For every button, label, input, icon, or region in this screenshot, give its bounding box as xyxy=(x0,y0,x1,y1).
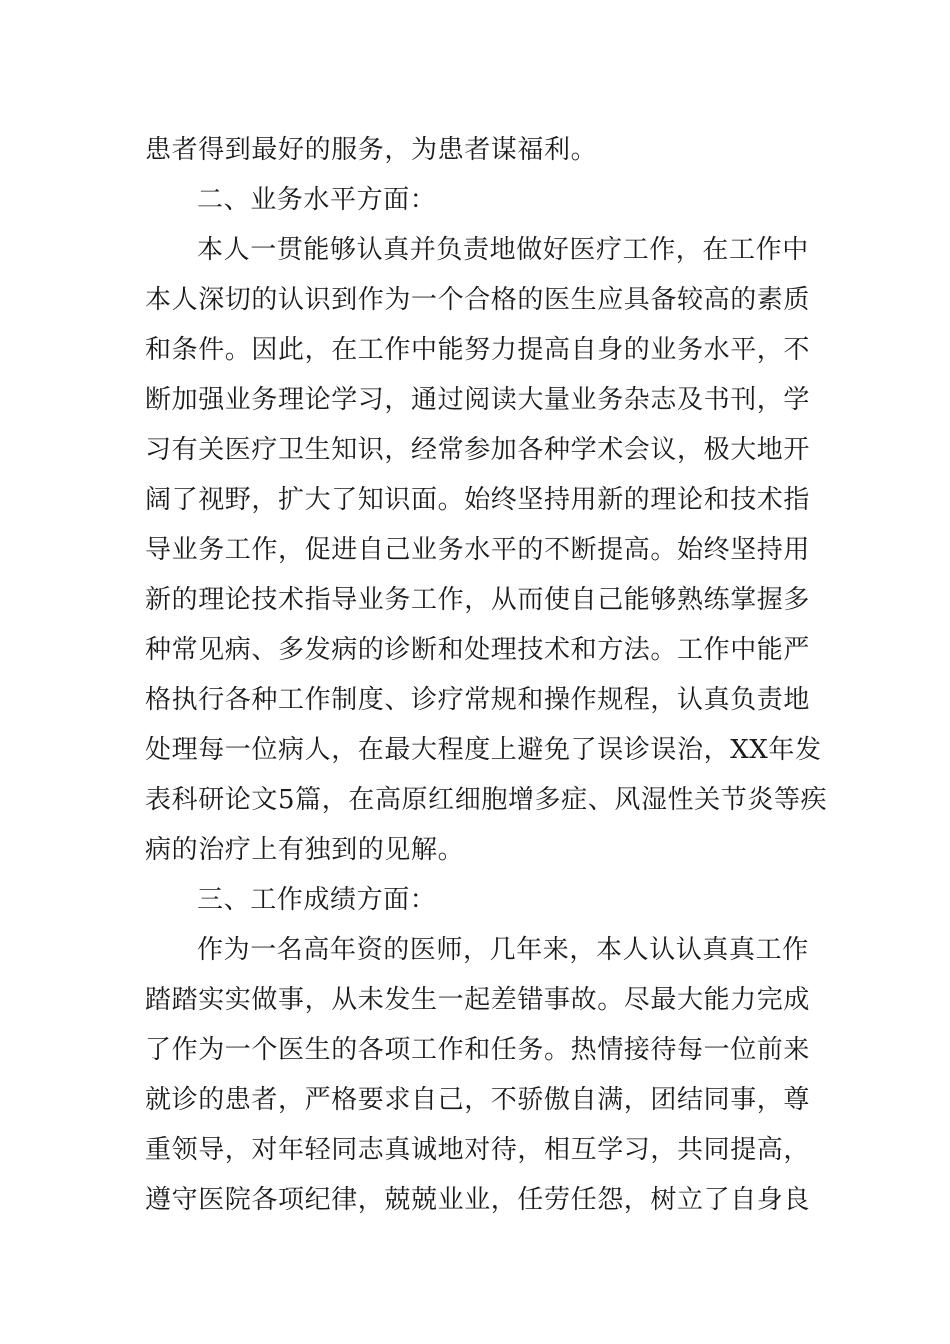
text-line-13: 处理每一位病人，在最大程度上避免了误诊误治，XX年发 xyxy=(145,735,822,765)
text-line-20: 就诊的患者，严格要求自己，不骄傲自满，团结同事，尊 xyxy=(145,1085,811,1115)
text-line-14: 表科研论文5篇，在高原红细胞增多症、风湿性关节炎等疾 xyxy=(145,785,828,815)
text-line-10: 新的理论技术指导业务工作，从而使自己能够熟练掌握多 xyxy=(145,585,811,615)
text-line-1: 患者得到最好的服务，为患者谋福利。 xyxy=(145,135,598,165)
text-line-4: 本人深切的认识到作为一个合格的医生应具备较高的素质 xyxy=(145,285,811,315)
section-heading-business-level: 二、业务水平方面： xyxy=(197,185,437,215)
text-line-12: 格执行各种工作制度、诊疗常规和操作规程，认真负责地 xyxy=(145,685,811,715)
text-line-22: 遵守医院各项纪律，兢兢业业，任劳任怨，树立了自身良 xyxy=(145,1185,811,1215)
text-line-6: 断加强业务理论学习，通过阅读大量业务杂志及书刊，学 xyxy=(145,385,811,415)
text-line-11: 种常见病、多发病的诊断和处理技术和方法。工作中能严 xyxy=(145,635,811,665)
text-line-21: 重领导，对年轻同志真诚地对待，相互学习，共同提高， xyxy=(145,1135,811,1165)
text-line-8: 阔了视野，扩大了知识面。始终坚持用新的理论和技术指 xyxy=(145,485,811,515)
section-heading-work-achievements: 三、工作成绩方面： xyxy=(197,885,437,915)
text-line-5: 和条件。因此，在工作中能努力提高自身的业务水平，不 xyxy=(145,335,811,365)
text-line-7: 习有关医疗卫生知识，经常参加各种学术会议，极大地开 xyxy=(145,435,811,465)
text-line-18: 踏踏实实做事，从未发生一起差错事故。尽最大能力完成 xyxy=(145,985,811,1015)
text-line-9: 导业务工作，促进自己业务水平的不断提高。始终坚持用 xyxy=(145,535,811,565)
text-line-17: 作为一名高年资的医师，几年来，本人认认真真工作 xyxy=(197,935,809,965)
text-line-19: 了作为一个医生的各项工作和任务。热情接待每一位前来 xyxy=(145,1035,811,1065)
text-line-3: 本人一贯能够认真并负责地做好医疗工作，在工作中 xyxy=(197,235,809,265)
text-line-15: 病的治疗上有独到的见解。 xyxy=(145,835,465,865)
